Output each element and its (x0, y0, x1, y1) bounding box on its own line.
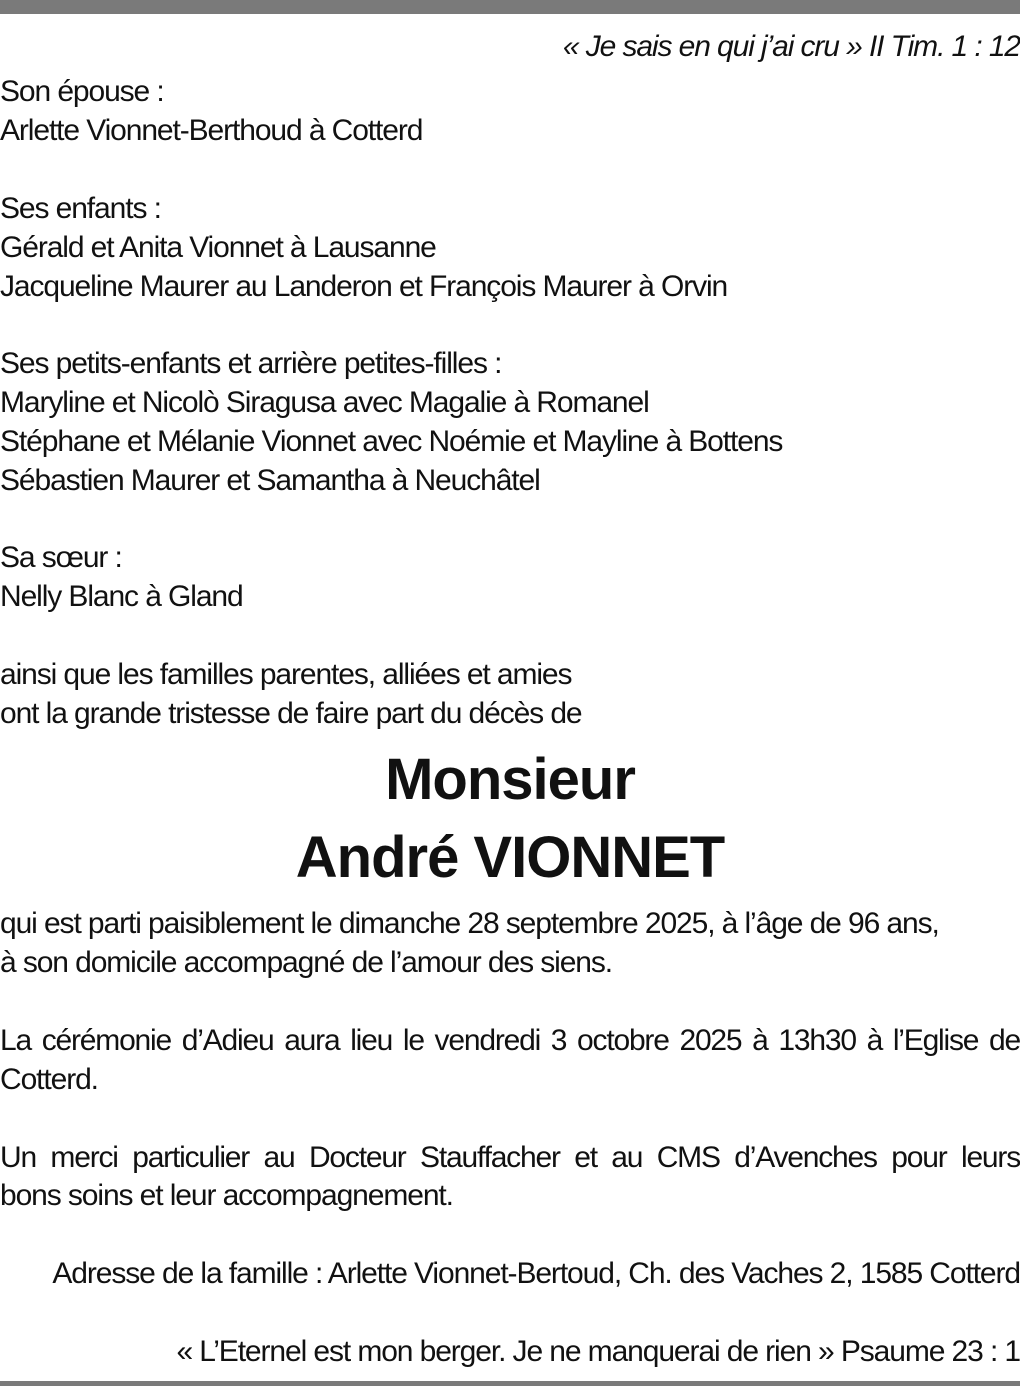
children-heading: Ses enfants : (0, 192, 161, 225)
ceremony-line: La cérémonie d’Adieu aura lieu le vendredi 3 octobre 2025 à 13h30 à l’Eglise de (0, 1024, 1020, 1057)
family-address: Adresse de la famille : Arlette Vionnet-Bertoud, Ch. des Vaches 2, 1585 Cotterd (52, 1257, 1020, 1290)
spouse-line: Arlette Vionnet-Berthoud à Cotterd (0, 114, 423, 147)
spouse-heading: Son épouse : (0, 75, 164, 108)
grandchildren-line: Sébastien Maurer et Samantha à Neuchâtel (0, 464, 540, 497)
children-line: Jacqueline Maurer au Landeron et François Maurer à Orvin (0, 270, 728, 303)
epigraph-top: « Je sais en qui j’ai cru » II Tim. 1 : 12 (562, 30, 1020, 63)
sister-line: Nelly Blanc à Gland (0, 580, 243, 613)
death-notice-line: à son domicile accompagné de l’amour des siens. (0, 946, 612, 979)
ceremony-line: Cotterd. (0, 1063, 98, 1096)
grandchildren-line: Stéphane et Mélanie Vionnet avec Noémie et Mayline à Bottens (0, 425, 783, 458)
epigraph-bottom: « L’Eternel est mon berger. Je ne manquerai de rien » Psaume 23 : 1 (176, 1335, 1020, 1368)
deceased-honorific: Monsieur (385, 747, 635, 812)
bottom-border-bar (0, 1381, 1020, 1386)
announcement-line: ont la grande tristesse de faire part du décès de (0, 697, 582, 730)
children-line: Gérald et Anita Vionnet à Lausanne (0, 231, 436, 264)
thanks-line: Un merci particulier au Docteur Stauffacher et au CMS d’Avenches pour leurs (0, 1141, 1020, 1174)
death-notice-line: qui est parti paisiblement le dimanche 28 septembre 2025, à l’âge de 96 ans, (0, 907, 939, 940)
grandchildren-heading: Ses petits-enfants et arrière petites-filles : (0, 347, 502, 380)
grandchildren-line: Maryline et Nicolò Siragusa avec Magalie à Romanel (0, 386, 649, 419)
deceased-name: André VIONNET (295, 825, 725, 890)
sister-heading: Sa sœur : (0, 541, 122, 574)
thanks-line: bons soins et leur accompagnement. (0, 1179, 453, 1212)
announcement-line: ainsi que les familles parentes, alliées et amies (0, 658, 572, 691)
